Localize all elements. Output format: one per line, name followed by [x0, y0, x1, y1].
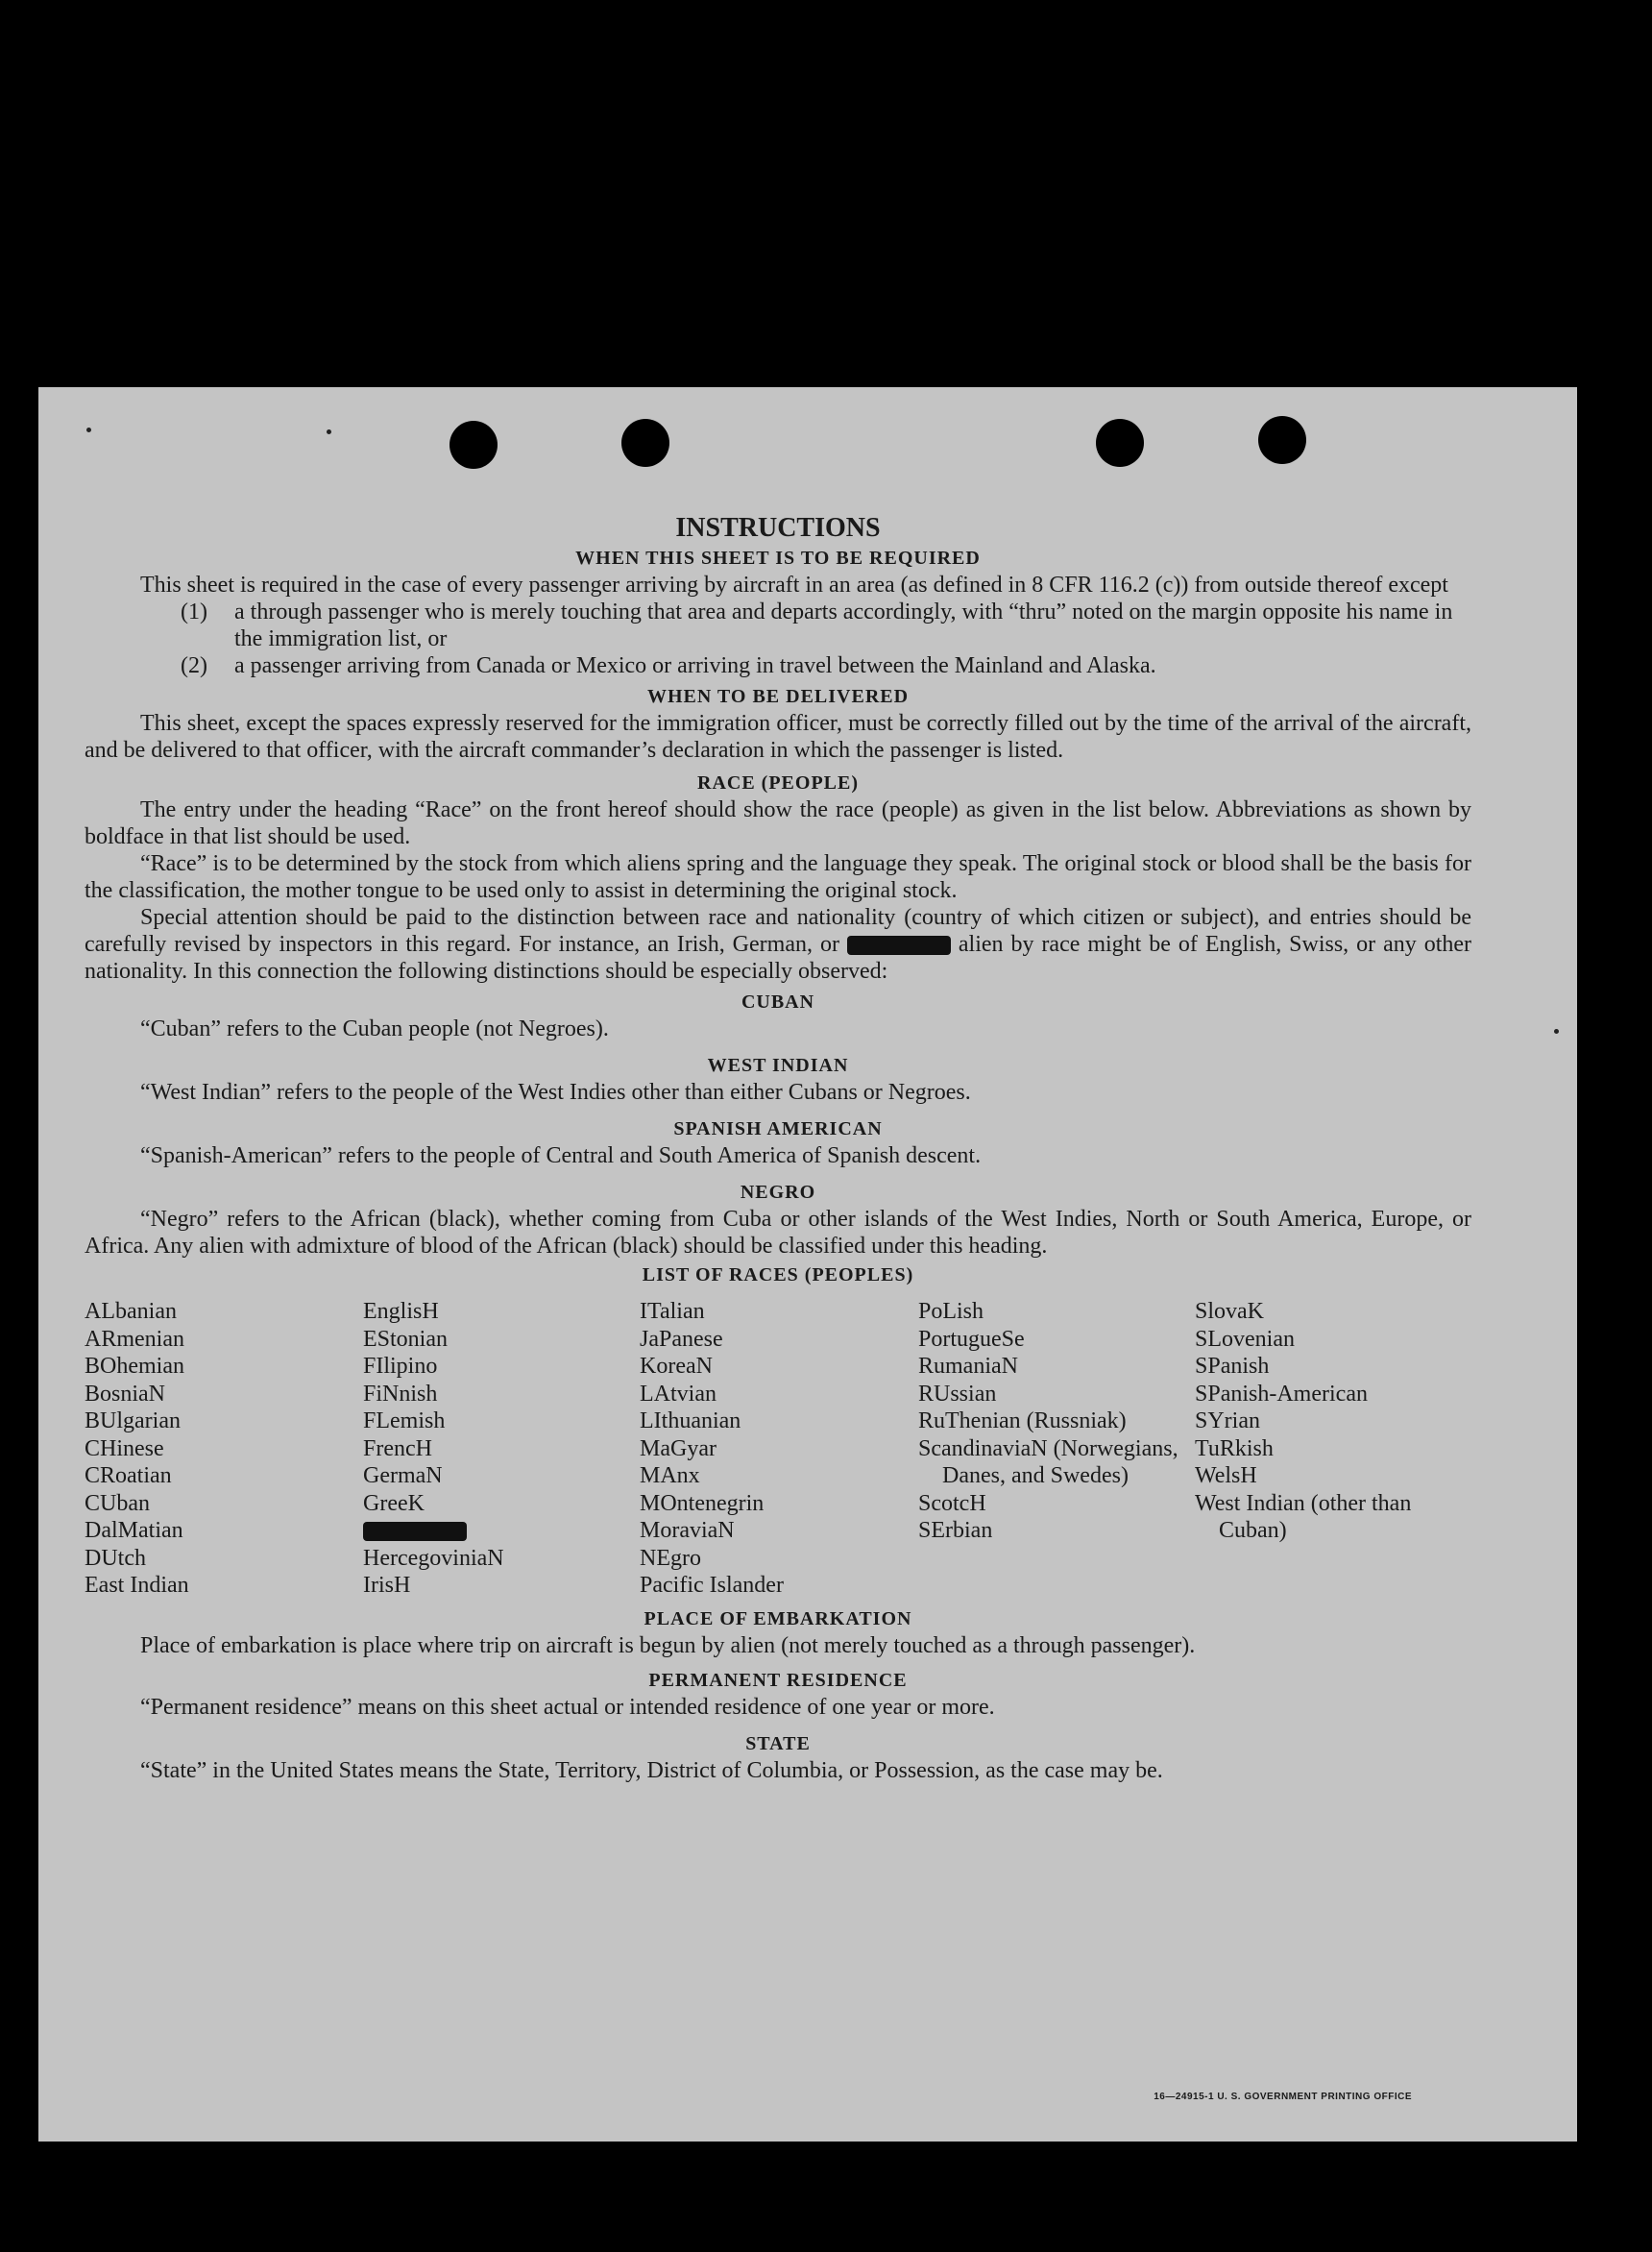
punch-hole: [1258, 416, 1306, 464]
section-heading-required: WHEN THIS SHEET IS TO BE REQUIRED: [575, 548, 981, 569]
race-item: GermaN: [363, 1463, 443, 1488]
race-item: ALbanian: [85, 1299, 177, 1324]
race-item: East Indian: [85, 1573, 189, 1598]
section-heading-cuban: CUBAN: [741, 991, 815, 1013]
section-heading-spanish-american: SPANISH AMERICAN: [673, 1118, 883, 1139]
residence-text: “Permanent residence” means on this sheet actual or intended residence of one year or more.: [140, 1694, 995, 1720]
race-item: BosniaN: [85, 1381, 165, 1407]
race-column-2: [363, 1298, 640, 1600]
redaction-mark: [847, 936, 951, 955]
race-item: RumaniaN: [918, 1354, 1018, 1379]
item-number: (1): [181, 600, 207, 624]
speck: [86, 428, 91, 432]
embarkation-text: Place of embarkation is place where trip on aircraft is begun by alien (not merely touched as a through passenger).: [140, 1632, 1196, 1658]
instructions-content: [85, 512, 1471, 1790]
race-item: KoreaN: [640, 1354, 713, 1379]
cuban-text: “Cuban” refers to the Cuban people (not Negroes).: [140, 1016, 609, 1041]
race-column-3: [640, 1298, 918, 1600]
west-indian-text: “West Indian” refers to the people of the West Indies other than either Cubans or Negroes.: [140, 1080, 971, 1105]
race-item: ITalian: [640, 1299, 705, 1324]
race-item: CUban: [85, 1490, 150, 1516]
punch-hole: [1096, 419, 1144, 467]
race-item: RUssian: [918, 1381, 997, 1407]
section-heading-state: STATE: [745, 1732, 811, 1754]
race-paragraph-2: “Race” is to be determined by the stock from which aliens spring and the language they speak. The original stock or blood shall be the basis for the classification, the mother tongue to be used only to assist in determining the original stock.: [85, 851, 1471, 903]
required-intro: This sheet is required in the case of every passenger arriving by aircraft in an area (as defined in 8 CFR 116.2 (c)) from outside thereof except: [140, 573, 1448, 598]
race-item: RuThenian (Russniak): [918, 1408, 1127, 1433]
race-item: JaPanese: [640, 1326, 723, 1352]
race-item: GreeK: [363, 1490, 425, 1516]
negro-text: “Negro” refers to the African (black), whether coming from Cuba or other islands of the West Indies, North or South America, Europe, or Africa. Any alien with admixture of blood of the African (black) should be classified under this heading.: [85, 1207, 1471, 1259]
race-item: HercegoviniaN: [363, 1545, 504, 1571]
item-text: a through passenger who is merely touching that area and departs accordingly, with “thru” noted on the margin opposite his name in the immigration list, or: [234, 600, 1453, 651]
race-item: FiNnish: [363, 1381, 438, 1407]
race-item: MaGyar: [640, 1435, 717, 1461]
punch-hole: [449, 421, 498, 469]
state-text: “State” in the United States means the State, Territory, District of Columbia, or Possession, as the case may be.: [140, 1757, 1163, 1783]
race-item: SPanish-American: [1195, 1381, 1368, 1407]
race-item: NEgro: [640, 1545, 701, 1571]
section-heading-race: RACE (PEOPLE): [697, 772, 859, 794]
race-item: EnglisH: [363, 1299, 439, 1324]
punch-hole: [621, 419, 669, 467]
race-item: EStonian: [363, 1326, 448, 1352]
race-item: BUlgarian: [85, 1408, 181, 1433]
delivered-text: This sheet, except the spaces expressly reserved for the immigration officer, must be correctly filled out by the time of the arrival of the aircraft, and be delivered to that officer, with the aircraft commander’s declaration in which the passenger is listed.: [85, 711, 1471, 763]
race-item-redacted: [363, 1517, 640, 1545]
race-list: [85, 1298, 1471, 1600]
race-item: SYrian: [1195, 1408, 1260, 1433]
race-item: West Indian (other than Cuban): [1195, 1490, 1412, 1543]
speck: [327, 429, 331, 434]
race-item: DUtch: [85, 1545, 146, 1571]
section-heading-delivered: WHEN TO BE DELIVERED: [646, 686, 910, 707]
race-item: SLovenian: [1195, 1326, 1295, 1352]
section-heading-west-indian: WEST INDIAN: [707, 1055, 849, 1076]
required-item-2: [181, 652, 1471, 679]
item-text: a passenger arriving from Canada or Mexico or arriving in travel between the Mainland and Alaska.: [234, 653, 1156, 678]
race-item: FLemish: [363, 1408, 446, 1433]
section-heading-list: LIST OF RACES (PEOPLES): [642, 1264, 914, 1285]
race-paragraph-1: The entry under the heading “Race” on the front hereof should show the race (people) as given in the list below. Abbreviations as shown by boldface in that list should be used.: [85, 797, 1471, 849]
race-item: Pacific Islander: [640, 1573, 784, 1598]
redaction-mark: [363, 1522, 467, 1541]
race-column-5: [1195, 1298, 1471, 1600]
section-heading-embarkation: PLACE OF EMBARKATION: [644, 1607, 912, 1629]
race-item: ARmenian: [85, 1326, 184, 1352]
race-item: PoLish: [918, 1299, 984, 1324]
printing-office-footer: 16—24915-1 U. S. GOVERNMENT PRINTING OFFICE: [1154, 2092, 1412, 2102]
race-item: FIlipino: [363, 1354, 438, 1379]
race-item: LIthuanian: [640, 1408, 741, 1433]
race-item: MOntenegrin: [640, 1490, 765, 1516]
race-item: MoraviaN: [640, 1518, 735, 1543]
race-paragraph-3-after: alien by race might be of English, Swiss, or any other nationality. In this connection the following distinctions should be especially observed:: [85, 932, 1472, 984]
page-title: INSTRUCTIONS: [675, 513, 881, 543]
race-paragraph-3-before: Special attention should be paid to the distinction between race and nationality (country of which citizen or subject), and entries should be carefully revised by inspectors in this regard. For instance, an Irish, German, or: [85, 905, 1471, 957]
race-item: SPanish: [1195, 1354, 1270, 1379]
race-column-1: [85, 1298, 363, 1600]
race-item: CHinese: [85, 1435, 164, 1461]
race-paragraph-3: [85, 904, 1471, 985]
race-item: CRoatian: [85, 1463, 172, 1488]
section-heading-negro: NEGRO: [740, 1182, 816, 1203]
race-item: MAnx: [640, 1463, 700, 1488]
race-item: BOhemian: [85, 1354, 184, 1379]
race-column-4: [918, 1298, 1195, 1600]
race-item: FrencH: [363, 1435, 432, 1461]
section-heading-residence: PERMANENT RESIDENCE: [648, 1669, 908, 1691]
race-item: ScotcH: [918, 1490, 986, 1516]
document-sheet: [38, 387, 1577, 2142]
spanish-american-text: “Spanish-American” refers to the people of Central and South America of Spanish descent.: [140, 1143, 982, 1168]
speck: [1554, 1029, 1559, 1034]
race-item: ScandinaviaN (Norwegians, Danes, and Swedes): [918, 1435, 1178, 1488]
race-item: TuRkish: [1195, 1435, 1274, 1461]
race-item: SErbian: [918, 1518, 993, 1543]
race-item: IrisH: [363, 1573, 411, 1598]
race-item: WelsH: [1195, 1463, 1257, 1488]
race-item: PortugueSe: [918, 1326, 1025, 1352]
race-item: SlovaK: [1195, 1299, 1264, 1324]
race-item: LAtvian: [640, 1381, 717, 1407]
race-item: DalMatian: [85, 1518, 183, 1543]
required-item-1: [181, 599, 1471, 652]
item-number: (2): [181, 653, 207, 678]
